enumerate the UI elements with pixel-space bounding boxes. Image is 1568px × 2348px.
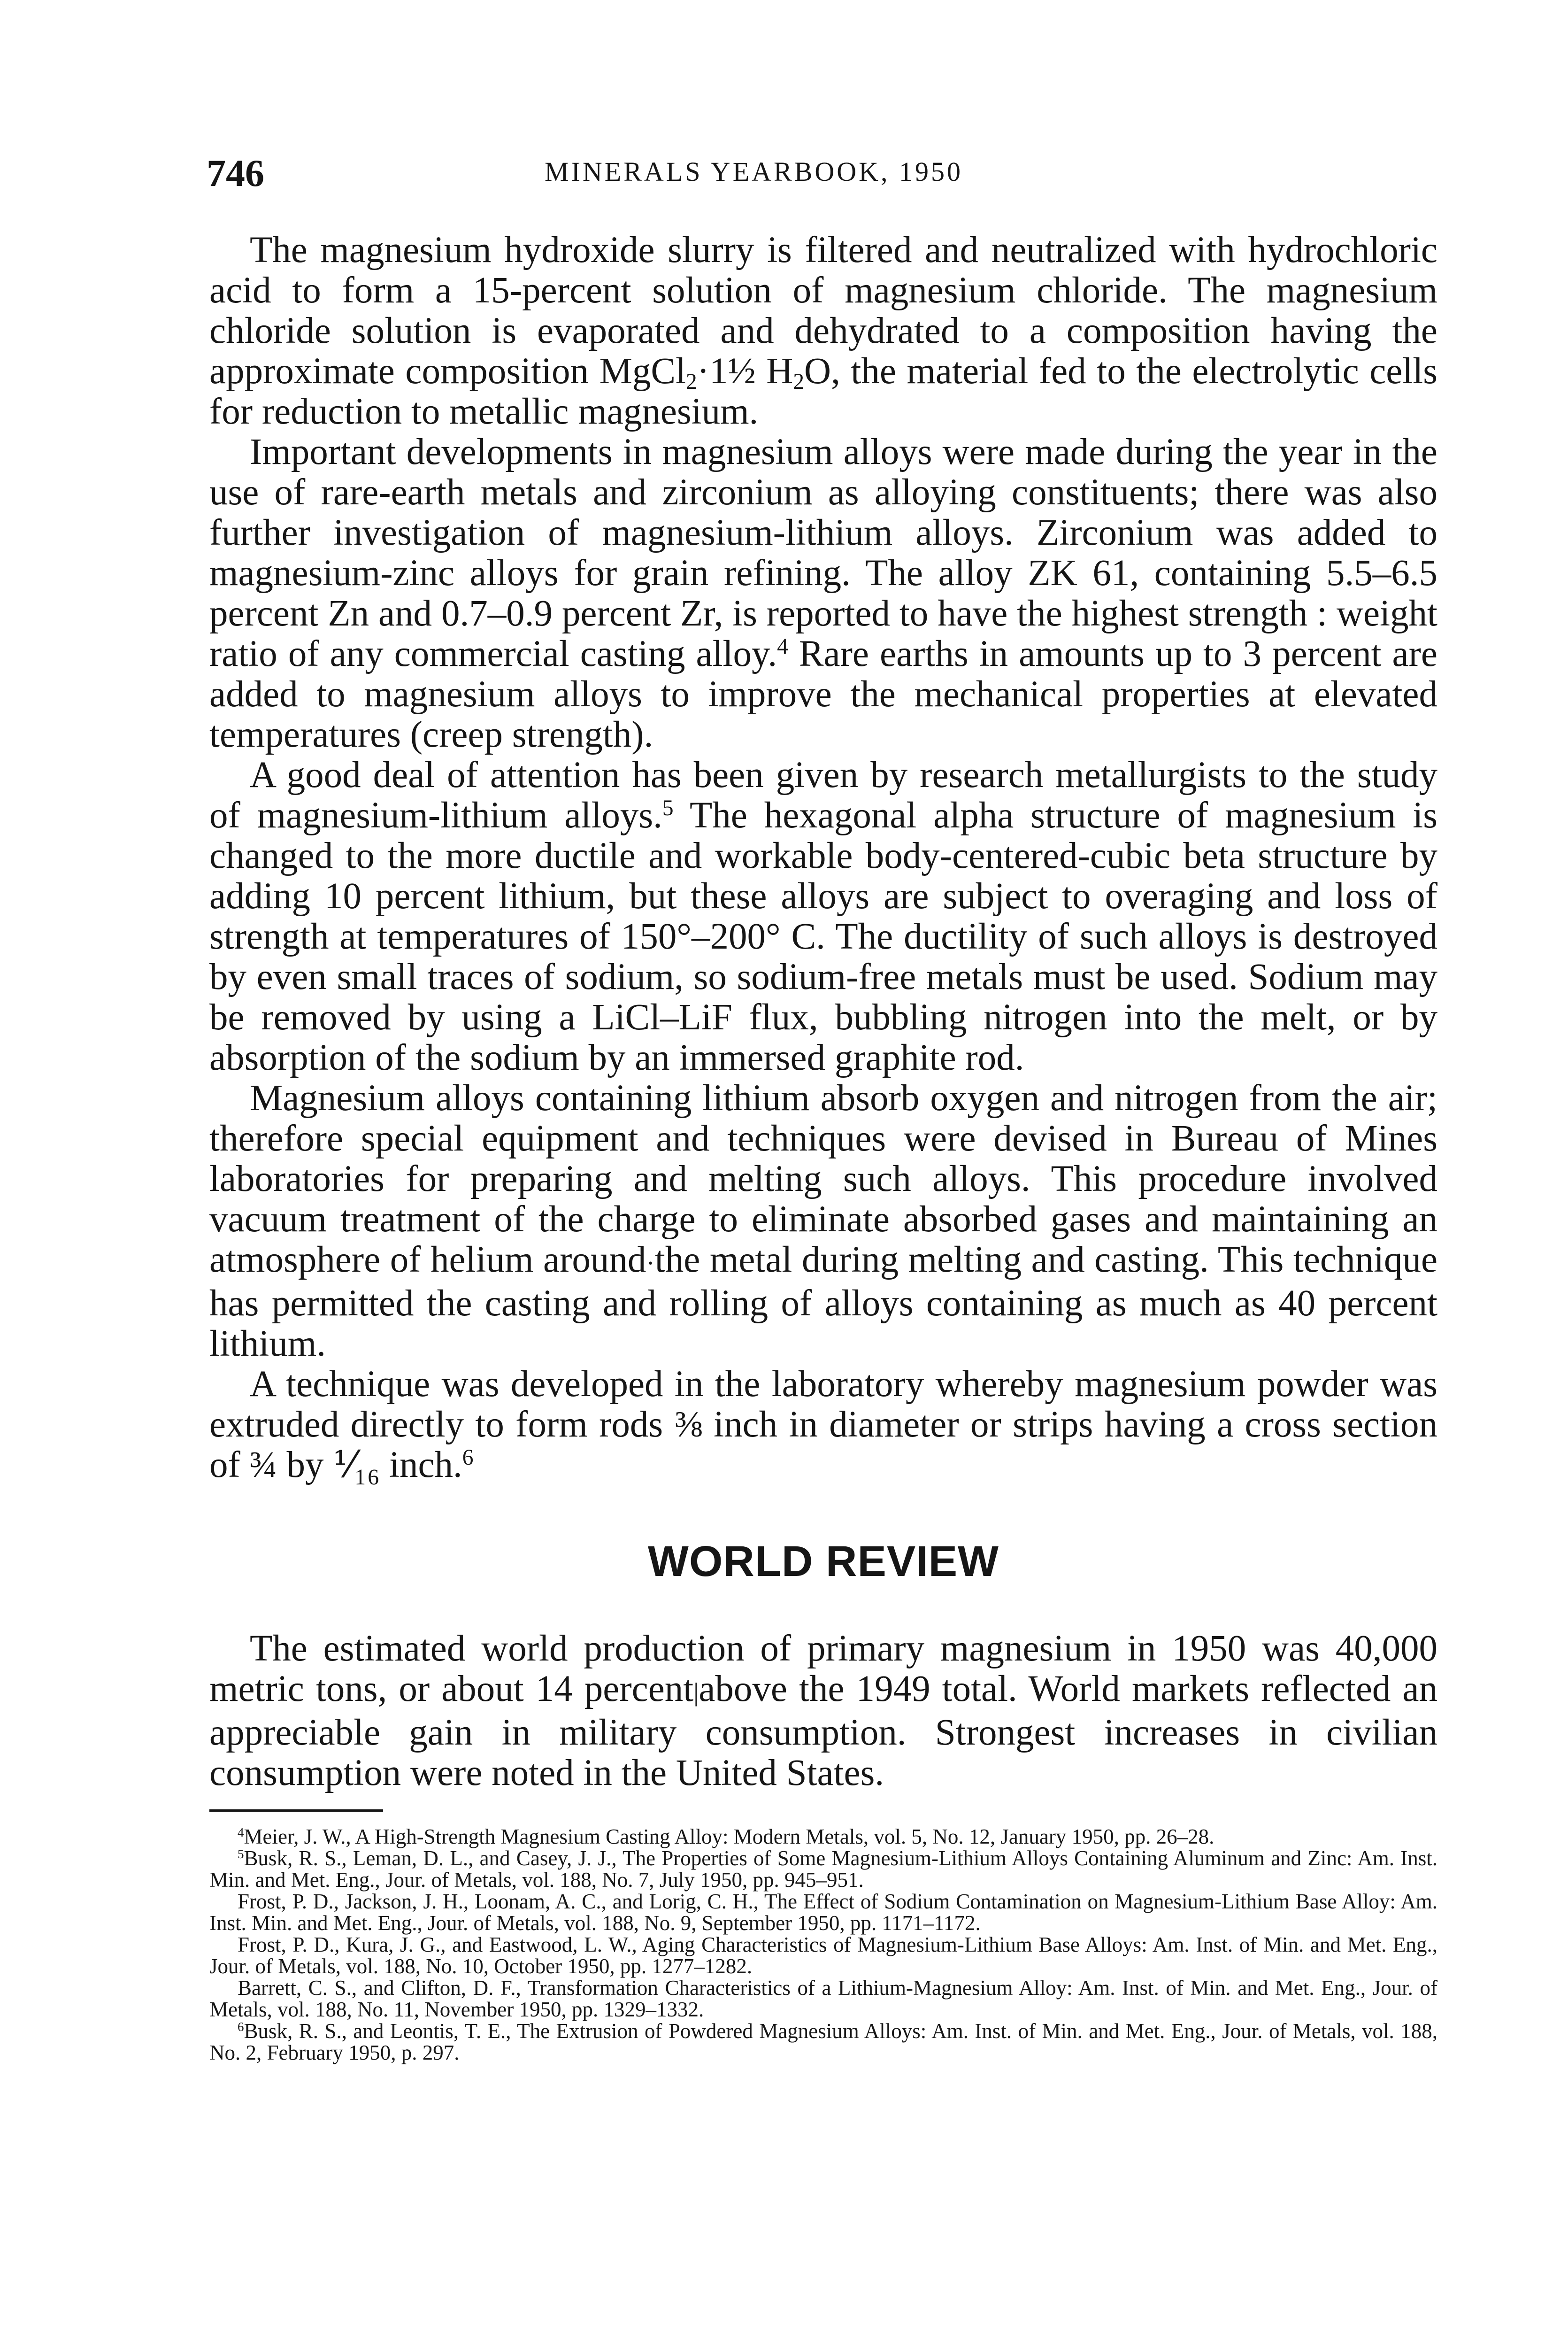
- page-header: [207, 151, 1455, 198]
- footnote-text: Frost, P. D., Kura, J. G., and Eastwood, L. W., Aging Characteristics of Magnesium-Lithium Base Alloys: Am. Inst. of Min. and Met. Eng., Jour. of Metals, vol. 188, No. 10, October 1950, pp. 1277–1282.: [209, 1933, 1437, 1978]
- footnote-reference: 4: [777, 634, 788, 659]
- paragraph-alloy-developments: [209, 432, 1437, 755]
- text-segment: above the 1949 total. World markets reflected an appreciable gain in military consumption. Strongest increases in civilian consumption were noted in the United States.: [209, 1668, 1437, 1793]
- footnotes: [209, 1826, 1437, 2063]
- footnote-divider: [209, 1809, 383, 1812]
- text-segment: the metal during melting and casting. This technique has permitted the casting and rolling of alloys containing as much as 40 percent lithium.: [209, 1239, 1438, 1364]
- page-body: [209, 230, 1437, 2063]
- text-segment: The magnesium hydroxide slurry is filtered and neutralized with hydrochloric acid to form a 15-percent solution of magnesium chloride. The magnesium chloride solution is evaporated and dehydrated to a composition having the approximate composition MgCl: [209, 230, 1437, 392]
- text-segment: O, the material fed to the electrolytic cells for reduction to metallic magnesium.: [209, 351, 1437, 432]
- footnote-text: Busk, R. S., and Leontis, T. E., The Extrusion of Powdered Magnesium Alloys: Am. Inst. of Min. and Met. Eng., Jour. of Metals, vol. 188, No. 2, February 1950, p. 297.: [209, 2019, 1437, 2064]
- footnote: [209, 1934, 1437, 1977]
- text-segment: Important developments in magnesium alloys were made during the year in the use of rare-earth metals and zirconium as alloying constituents; there was also further investigation of magnesium-lithium alloys. Zirconium was added to magnesium-zinc alloys for grain refining. The alloy ZK 61, containing 5.5–6.5 percent Zn and 0.7–0.9 percent Zr, is reported to have the highest strength : weight ratio of any commercial casting alloy.: [209, 432, 1437, 674]
- text-segment: The estimated world production of primary magnesium in 1950 was 40,000 metric tons, or about 14 percent: [209, 1628, 1437, 1709]
- paragraph-magnesium-chloride: [209, 230, 1437, 432]
- text-segment: A good deal of attention has been given by research metallurgists to the study of magnesium-lithium alloys.: [209, 755, 1437, 836]
- stray-mark: |: [693, 1678, 699, 1707]
- footnote: [209, 1847, 1437, 1891]
- footnote-reference: 5: [662, 796, 674, 820]
- footnote: [209, 1891, 1437, 1934]
- running-head: MINERALS YEARBOOK, 1950: [545, 156, 963, 187]
- text-segment: The hexagonal alpha structure of magnesium is changed to the more ductile and workable body-centered-cubic beta structure by adding 10 percent lithium, but these alloys are subject to overaging and loss of strength at temperatures of 150°–200° C. The ductility of such alloys is destroyed by even small traces of sodium, so sodium-free metals must be used. Sodium may be removed by using a LiCl–LiF flux, bubbling nitrogen into the melt, or by absorption of the sodium by an immersed graphite rod.: [209, 795, 1437, 1078]
- paragraph-powder-extrusion: [209, 1364, 1437, 1485]
- paragraph-special-equipment: [209, 1078, 1437, 1364]
- footnote-text: Frost, P. D., Jackson, J. H., Loonam, A. C., and Lorig, C. H., The Effect of Sodium Contamination on Magnesium-Lithium Base Alloy: Am. Inst. Min. and Met. Eng., Jour. of Metals, vol. 188, No. 9, September 1950, pp. 1171–1172.: [209, 1890, 1437, 1935]
- section-heading: WORLD REVIEW: [648, 1537, 999, 1585]
- subscript: 2: [685, 369, 697, 394]
- footnote-text: Busk, R. S., Leman, D. L., and Casey, J. J., The Properties of Some Magnesium-Lithium Alloys Containing Aluminum and Zinc: Am. Inst. Min. and Met. Eng., Jour. of Metals, vol. 188, No. 7, July 1950, pp. 945–951.: [209, 1846, 1437, 1892]
- footnote-marker: 4: [238, 1825, 244, 1840]
- text-segment: Magnesium alloys containing lithium absorb oxygen and nitrogen from the air; therefore special equipment and techniques were devised in Bureau of Mines laboratories for preparing and melting such alloys. This procedure involved vacuum treatment of the charge to eliminate absorbed gases and maintaining an atmosphere of helium around: [209, 1078, 1437, 1280]
- footnote-marker: 6: [238, 2020, 244, 2034]
- paragraph-world-production: [209, 1629, 1437, 1793]
- page-number: 746: [207, 152, 264, 194]
- footnote-text: Meier, J. W., A High-Strength Magnesium Casting Alloy: Modern Metals, vol. 5, No. 12, January 1950, pp. 26–28.: [244, 1825, 1214, 1848]
- footnote: [209, 2020, 1437, 2063]
- stray-mark: ·: [646, 1249, 655, 1277]
- footnote-reference: 6: [462, 1445, 474, 1470]
- footnote-marker: 5: [238, 1847, 244, 1861]
- footnote: [209, 1977, 1437, 2020]
- footnote-text: Barrett, C. S., and Clifton, D. F., Transformation Characteristics of a Lithium-Magnesium Alloy: Am. Inst. of Min. and Met. Eng., Jour. of Metals, vol. 188, No. 11, November 1950, pp. 1329–1332.: [209, 1976, 1437, 2021]
- paragraph-lithium-alloys: [209, 755, 1437, 1078]
- text-segment: ·1½ H: [697, 351, 793, 392]
- subscript: 2: [793, 369, 805, 394]
- text-segment: Rare earths in amounts up to 3 percent are added to magnesium alloys to improve the mechanical properties at elevated temperatures (creep strength).: [209, 633, 1437, 755]
- text-segment: A technique was developed in the laboratory whereby magnesium powder was extruded directly to form rods ⅜ inch in diameter or strips having a cross section of ¾ by ⅟₁₆ inch.: [209, 1364, 1437, 1485]
- footnote: [209, 1826, 1437, 1847]
